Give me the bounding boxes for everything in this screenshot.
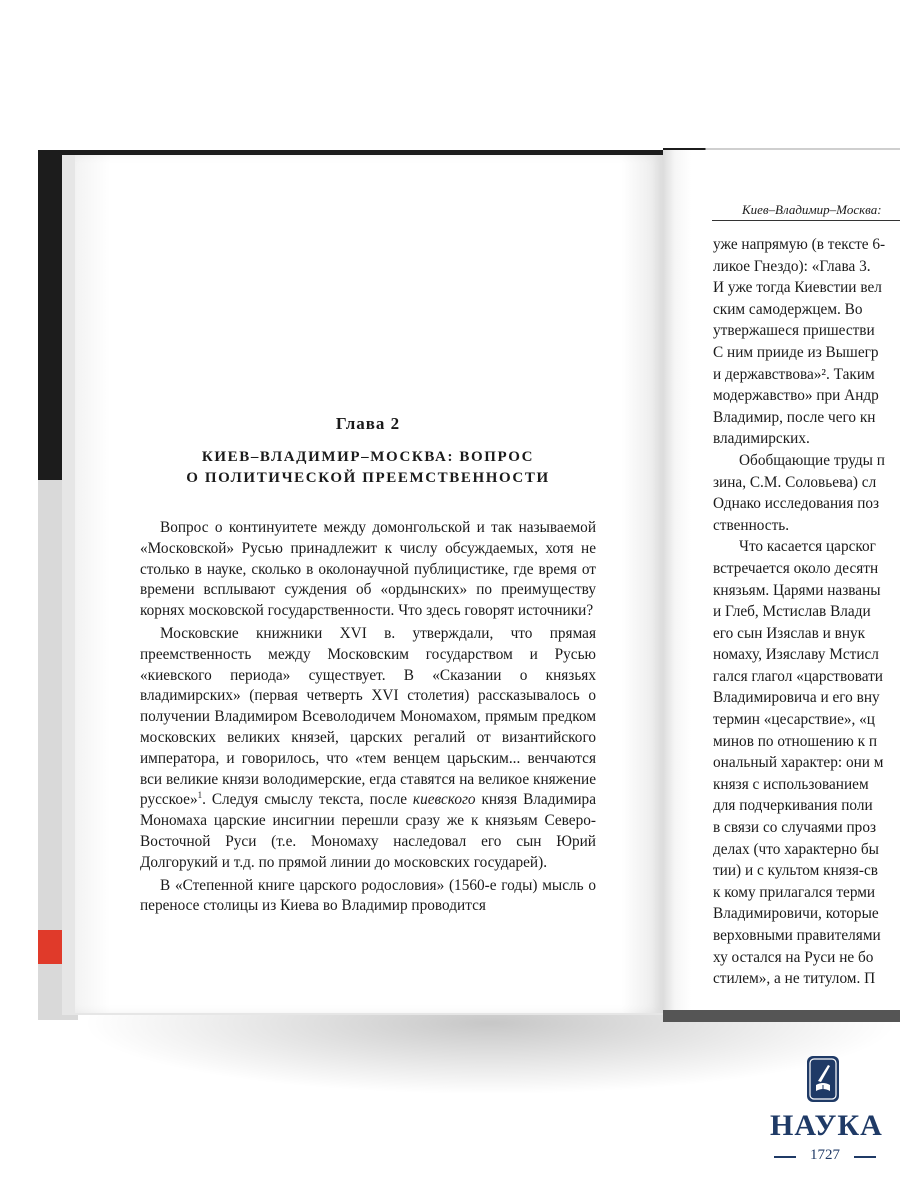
right-page-line: ликое Гнездо): «Глава 3. bbox=[713, 257, 871, 275]
right-page-line: и державствова»². Таким bbox=[713, 365, 875, 383]
right-page-line: минов по отношению к п bbox=[713, 732, 878, 750]
chapter-title-line-2: О ПОЛИТИЧЕСКОЙ ПРЕЕМСТВЕННОСТИ bbox=[186, 470, 550, 486]
chapter-heading: Глава 2 bbox=[335, 414, 401, 433]
right-page-line: Что касается царског bbox=[739, 538, 876, 556]
paragraph-2-text-a: Московские книжники XVI в. утверждали, что прямая преемственность между Московским государством и Русью «киевского периода» существует. В «Сказании о князьях владимирских» (первая четверть XVI столетия) рассказывалось о получении Владимиром Всеволодичем Мономахом, прямым предком московских великих князей, царских регалий от византийского императора, и говорилось, что «тем венцем царьским... венчаются вси великие князи володимерские, егда ставятся на великое княжение русское» bbox=[140, 624, 596, 809]
right-page-line: владимирских. bbox=[713, 430, 810, 448]
paragraph-2-italic: киевского bbox=[412, 791, 476, 809]
right-page-line: ональный характер: они м bbox=[713, 754, 884, 772]
publisher-year-row bbox=[770, 1147, 880, 1165]
right-page-line: к кому прилагался терми bbox=[713, 883, 876, 901]
right-page-line: князя с использованием bbox=[713, 775, 869, 793]
paragraph-3: В «Степенной книге царского родословия» (1560-е годы) мысль о переносе столицы из Киева во Владимир проводится bbox=[140, 876, 596, 915]
paragraph-2-text-c: князя Владимира Мономаха царские инсигнии перешли сразу же к князьям Северо-Восточной Руси (т.е. Мономаху наследовал его сын Юрий Долгорукий и т.д. по прямой линии до московских государей). bbox=[140, 791, 596, 871]
cover-red-strip bbox=[38, 930, 62, 964]
right-page-line: верховными правителями bbox=[713, 927, 881, 944]
publisher-logo bbox=[770, 1055, 883, 1175]
right-page-line: встречается около десятн bbox=[713, 559, 879, 577]
right-page-line: для подчеркивания поли bbox=[713, 797, 873, 815]
right-page-line: тии) и с культом князя-св bbox=[713, 862, 879, 880]
right-page-line: в связи со случаями проз bbox=[713, 819, 877, 837]
right-page-line: номаху, Изяславу Мстисл bbox=[713, 646, 879, 664]
right-page-line: князьям. Царями названы bbox=[713, 581, 881, 599]
chapter-title bbox=[140, 447, 596, 489]
left-page-body bbox=[140, 518, 596, 917]
right-page-line: Владимир, после чего кн bbox=[713, 408, 876, 426]
right-page-line: Однако исследования поз bbox=[713, 495, 880, 513]
right-page-line: зина, С.М. Соловьева) сл bbox=[713, 473, 877, 491]
right-page-line: стилем», а не титулом. П bbox=[713, 970, 876, 988]
running-head: Киев–Владимир–Москва: bbox=[742, 202, 882, 217]
footnote-marker: 1 bbox=[197, 790, 203, 801]
right-page-line: ственность. bbox=[713, 516, 790, 534]
right-page-line: ским самодержцем. Во bbox=[713, 300, 863, 318]
right-page-line: модержавство» при Андр bbox=[713, 387, 879, 405]
right-page-line: утвержашеся пришестви bbox=[713, 322, 875, 340]
right-cover-bottom-edge bbox=[663, 1008, 900, 1022]
paragraph-1: Вопрос о континуитете между домонгольской и так называемой «Московской» Русью принадлежит к числу обсуждаемых, хотя не столько в науке, сколько в околонаучной публицистике, где время от времени всплывают суждения об «ордынских» по преимуществу корнях московской государственности. Что здесь говорят источники? bbox=[140, 519, 596, 620]
right-page-line: Владимировича и его вну bbox=[713, 689, 880, 707]
right-page-line: Владимировичи, которые bbox=[713, 905, 879, 923]
right-page-line: ху остался на Руси не бо bbox=[713, 948, 874, 966]
book-quill-emblem-icon bbox=[806, 1055, 840, 1103]
right-page-line: делах (что характерно бы bbox=[713, 840, 879, 858]
right-page-line: его сын Изяслав и внук bbox=[713, 624, 866, 642]
paragraph-2 bbox=[140, 624, 596, 874]
chapter-title-line-1: КИЕВ–ВЛАДИМИР–МОСКВА: ВОПРОС bbox=[201, 449, 535, 465]
right-page-line: уже напрямую (в тексте 6- bbox=[713, 236, 886, 253]
right-page-line: С ним прииде из Вышегр bbox=[713, 343, 879, 361]
paragraph-2-text-b: . Следуя смыслу текста, после bbox=[202, 791, 413, 809]
right-page-line: и Глеб, Мстислав Влади bbox=[713, 603, 871, 621]
right-page-line: термин «цесарствие», «ц bbox=[713, 711, 875, 729]
right-page-body bbox=[713, 234, 900, 990]
right-page-line: гался глагол «царствовати bbox=[713, 667, 883, 685]
publisher-year: 1727 bbox=[810, 1147, 840, 1163]
year-rule-right bbox=[854, 1156, 876, 1158]
right-page-line: Обобщающие труды п bbox=[739, 451, 885, 469]
right-page-text-clip bbox=[663, 150, 900, 1010]
year-rule-left bbox=[774, 1156, 796, 1158]
publisher-name: НАУКА bbox=[770, 1109, 883, 1142]
right-page-line: И уже тогда Киевстии вел bbox=[713, 279, 882, 297]
